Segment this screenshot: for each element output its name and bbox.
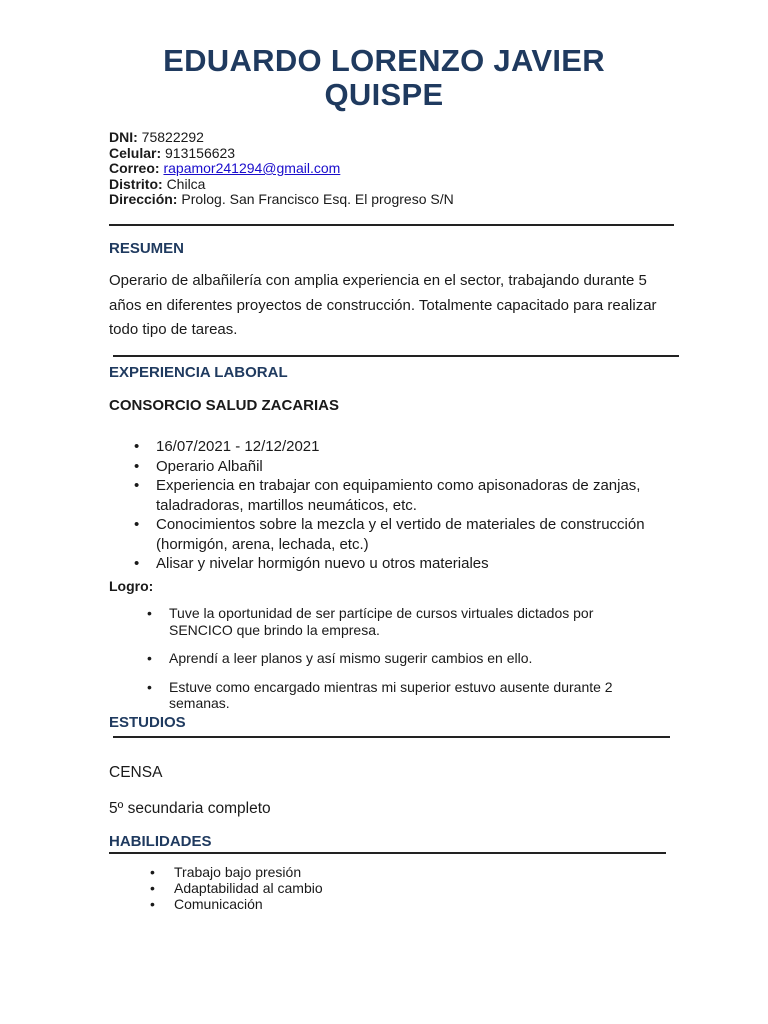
summary-text: Operario de albañilería con amplia experiencia en el sector, trabajando durante 5 años en diferentes proyectos de construcción. Totalmente capacitado para realizar todo tipo de tareas.	[109, 272, 657, 338]
experience-list	[156, 437, 676, 574]
direccion-value: Prolog. San Francisco Esq. El progreso S/N	[181, 191, 454, 207]
celular-row	[109, 146, 454, 162]
list-item: • Experiencia en trabajar con equipamiento como apisonadoras de zanjas, taladradoras, martillos neumáticos, etc.	[156, 476, 676, 515]
list-item: • Operario Albañil	[156, 457, 676, 477]
dni-value: 75822292	[141, 129, 204, 145]
divider-header	[109, 224, 674, 226]
list-item: • Trabajo bajo presión	[174, 864, 323, 880]
section-title-experiencia: EXPERIENCIA LABORAL	[109, 364, 288, 381]
candidate-name	[0, 44, 768, 112]
list-item: • Comunicación	[174, 896, 323, 912]
education-level: 5º secundaria completo	[109, 800, 271, 817]
divider-estudios	[113, 736, 670, 738]
list-item: • Conocimientos sobre la mezcla y el vertido de materiales de construcción (hormigón, arena, lechada, etc.)	[156, 515, 676, 554]
dni-row	[109, 130, 454, 146]
divider-resumen	[113, 355, 679, 357]
list-item: • Estuve como encargado mientras mi superior estuvo ausente durante 2 semanas.	[169, 679, 639, 712]
list-item: • Tuve la oportunidad de ser partícipe de cursos virtuales dictados por SENCICO que brindo la empresa.	[169, 605, 639, 638]
distrito-row	[109, 177, 454, 193]
list-item: • Aprendí a leer planos y así mismo sugerir cambios en ello.	[169, 650, 639, 667]
education-institution: CENSA	[109, 764, 163, 781]
distrito-value: Chilca	[166, 175, 206, 192]
skills-list	[174, 864, 323, 912]
direccion-row	[109, 192, 454, 208]
dni-label: DNI:	[109, 129, 138, 145]
contact-block	[109, 130, 454, 208]
distrito-label: Distrito:	[109, 175, 163, 192]
celular-label: Celular:	[109, 144, 162, 161]
direccion-label: Dirección:	[109, 191, 178, 207]
list-item: • Alisar y nivelar hormigón nuevo u otros materiales	[156, 554, 676, 574]
divider-habilidades	[109, 852, 666, 854]
section-title-estudios: ESTUDIOS	[109, 714, 186, 731]
section-title-resumen: RESUMEN	[109, 240, 185, 257]
company-name: CONSORCIO SALUD ZACARIAS	[109, 397, 340, 414]
correo-label: Correo:	[109, 160, 160, 176]
list-item: • 16/07/2021 - 12/12/2021	[156, 437, 676, 457]
logro-label: Logro:	[109, 578, 154, 594]
section-title-habilidades: HABILIDADES	[109, 833, 212, 850]
name-line-2: QUISPE	[324, 77, 444, 112]
email-link[interactable]: rapamor241294@gmail.com	[163, 160, 341, 176]
logro-list	[169, 605, 639, 724]
list-item: • Adaptabilidad al cambio	[174, 880, 323, 896]
name-line-1: EDUARDO LORENZO JAVIER	[163, 43, 605, 78]
celular-value: 913156623	[165, 144, 236, 161]
correo-row	[109, 161, 454, 177]
